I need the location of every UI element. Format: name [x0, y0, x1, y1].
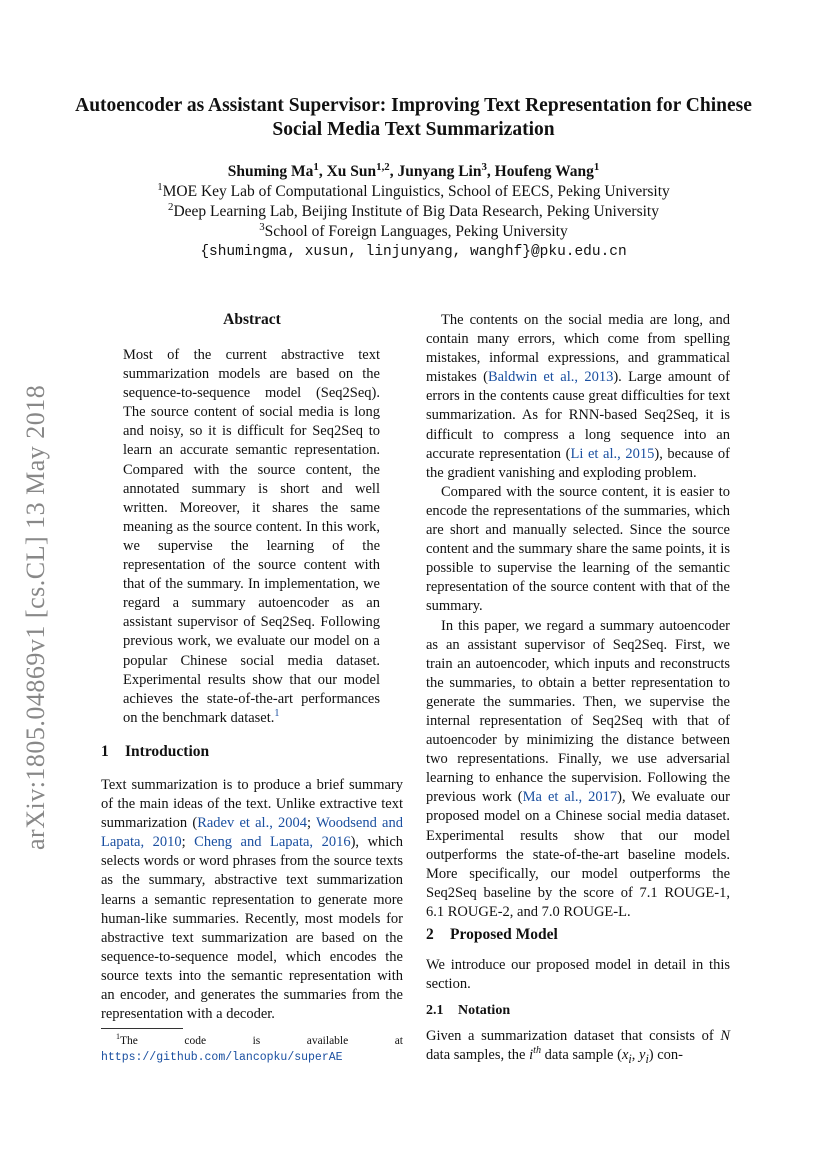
- text-run: ,: [631, 1047, 639, 1064]
- text-run: ) con-: [648, 1047, 684, 1064]
- author-name: Xu Sun: [326, 163, 377, 180]
- author-email: {shumingma, xusun, linjunyang, wanghf}@pku.edu.cn: [200, 244, 627, 260]
- author-name: Junyang Lin: [397, 163, 482, 180]
- math-symbol: x: [621, 1047, 629, 1064]
- affiliation-line: [60, 182, 767, 202]
- paragraph: [426, 311, 730, 483]
- text-run: Given a summarization dataset that consists of: [426, 1028, 721, 1044]
- paragraph: [426, 1027, 730, 1069]
- affiliation-line: [60, 222, 767, 242]
- author-name: Houfeng Wang: [494, 163, 594, 180]
- text-run: ;: [181, 834, 195, 851]
- abstract-text: [123, 346, 380, 728]
- abstract-body: Most of the current abstractive text summarization models are based on the sequence-to-sequence model (Seq2Seq). The source content of social media is long and noisy, so it is difficult for Seq2Seq to learn an accurate semantic representation. Compared with the source content, the annotated summary is short and well written. Moreover, it shares the same meaning as the source content. In this work, we supervise the learning of the representation of the source content with that of the summary. In implementation, we regard a summary autoencoder as an assistant supervisor of Seq2Seq. Following previous work, we evaluate our model on a popular Chinese social media dataset. Experimental results show that our model achieves the state-of-the-art performances on the benchmark dataset.: [123, 347, 380, 726]
- affiliation-text: MOE Key Lab of Computational Linguistics, School of EECS, Peking University: [162, 183, 670, 200]
- affiliation-mark: 3: [259, 220, 265, 233]
- paragraph: [426, 617, 730, 923]
- footnote-mark: 1: [116, 1032, 121, 1042]
- citation-link[interactable]: Radev et al., 2004: [197, 815, 308, 832]
- math-symbol: y: [639, 1047, 646, 1064]
- text-run: ). Large amount of errors in the contents cause great difficulties for text summarization. As for RNN-based Seq2Seq, it is difficult to compress a long sequence into an accurate representation (: [426, 369, 730, 462]
- footnote-link[interactable]: 1: [274, 707, 280, 719]
- section-number: 1: [101, 743, 109, 760]
- text-run: ), We evaluate our proposed model on a Chinese social media dataset. Experimental results show that our model outperforms the state-of-the-art baseline models. More specifically, our model outperforms the Seq2Seq baseline by the score of 7.1 ROUGE-1, 6.1 ROUGE-2, and 7.0 ROUGE-L.: [426, 789, 730, 920]
- text-run: data samples, the: [426, 1047, 530, 1064]
- citation-link[interactable]: Ma et al., 2017: [522, 789, 618, 806]
- affiliation-text: School of Foreign Languages, Peking University: [264, 223, 568, 240]
- author-name: Shuming Ma: [227, 163, 314, 180]
- author-block: [60, 162, 767, 262]
- section-heading-introduction: [101, 743, 209, 761]
- paper-title: Autoencoder as Assistant Supervisor: Improving Text Representation for Chinese Social Media Text Summarization: [75, 95, 752, 140]
- right-column-text: [426, 311, 730, 922]
- paragraph: We introduce our proposed model in detail in this section.: [426, 957, 730, 993]
- subsection-number: 2.1: [426, 1003, 444, 1018]
- arxiv-stamp: arXiv:1805.04869v1 [cs.CL] 13 May 2018: [21, 384, 50, 850]
- affiliation-mark: 1: [157, 180, 163, 193]
- math-symbol: N: [720, 1028, 730, 1044]
- footnote: [101, 1033, 403, 1066]
- text-run: ), which selects words or word phrases from the source texts as the summary, abstractive text summarization learns a semantic representation to generate more human-like summaries. Recently, most models for abstractive text summarization are based on the sequence-to-sequence model, which encodes the source texts into the semantic representation with an encoder, and generates the summaries from the representation with a decoder.: [101, 834, 404, 1023]
- author-affiliation-mark: 1: [593, 160, 600, 173]
- citation-link[interactable]: Li et al., 2015: [570, 445, 655, 462]
- abstract-heading: Abstract: [223, 311, 281, 328]
- text-run: ;: [307, 815, 316, 832]
- citation-link[interactable]: Woodsend and Lapata, 2010: [101, 815, 403, 851]
- footnote-divider: [101, 1028, 183, 1029]
- footnote-text: The code is available at: [120, 1035, 403, 1047]
- text-run: ), because of the gradient vanishing and exploding problem.: [426, 445, 730, 481]
- affiliation-mark: 2: [168, 200, 174, 213]
- math-subscript: i: [628, 1051, 632, 1066]
- math-subscript: i: [645, 1051, 649, 1066]
- subsection-title: Notation: [458, 1003, 511, 1018]
- section-title: Introduction: [125, 743, 210, 760]
- math-symbol: i: [529, 1047, 534, 1064]
- author-affiliation-mark: 1: [313, 160, 319, 173]
- code-url-link[interactable]: https://github.com/lancopku/superAE: [101, 1051, 343, 1064]
- subsection-heading-notation: [426, 1003, 510, 1019]
- citation-link[interactable]: Baldwin et al., 2013: [487, 369, 614, 386]
- paragraph: Compared with the source content, it is easier to encode the representations of the summaries, which are short and manually selected. Since the source content and the summary share the same points, it is possible to supervise the learning of the semantic representation of the source content with that of the summary.: [426, 483, 730, 615]
- affiliation-line: [60, 202, 767, 222]
- section2-text: [426, 956, 730, 994]
- text-run: The contents on the social media are long, and contain many errors, which come from spelling mistakes, informal expressions, and grammatical mistakes (: [426, 312, 730, 386]
- math-superscript: th: [533, 1045, 542, 1057]
- citation-link[interactable]: Cheng and Lapata, 2016: [194, 834, 351, 851]
- text-run: Text summarization is to produce a brief summary of the main ideas of the text. Unlike extractive text summarization (: [101, 777, 403, 832]
- affiliation-text: Deep Learning Lab, Beijing Institute of Big Data Research, Peking University: [173, 203, 659, 220]
- author-affiliation-mark: 1,2: [376, 160, 390, 173]
- section-number: 2: [426, 926, 434, 943]
- intro-text: [101, 776, 403, 1024]
- notation-text: [426, 1027, 730, 1069]
- author-names: Shuming Ma$^1$, Xu Sun$^{1,2}$, Junyang Lin$^3$, Houfeng Wang$^1$: [227, 160, 600, 180]
- text-run: data sample (: [541, 1047, 622, 1064]
- section-heading-proposed-model: [426, 926, 558, 944]
- author-affiliation-mark: 3: [481, 160, 487, 173]
- text-run: In this paper, we regard a summary autoencoder as an assistant supervisor of Seq2Seq. First, we train an autoencoder, which inputs and reconstructs the summaries, to obtain a better representation to generate the summaries. Then, we supervise the internal representation of Seq2Seq with that of autoencoder by minimizing the distance between two representations. Finally, we use adversarial learning to enhance the supervision. Following the previous work (: [426, 617, 730, 806]
- section-title: Proposed Model: [450, 926, 558, 943]
